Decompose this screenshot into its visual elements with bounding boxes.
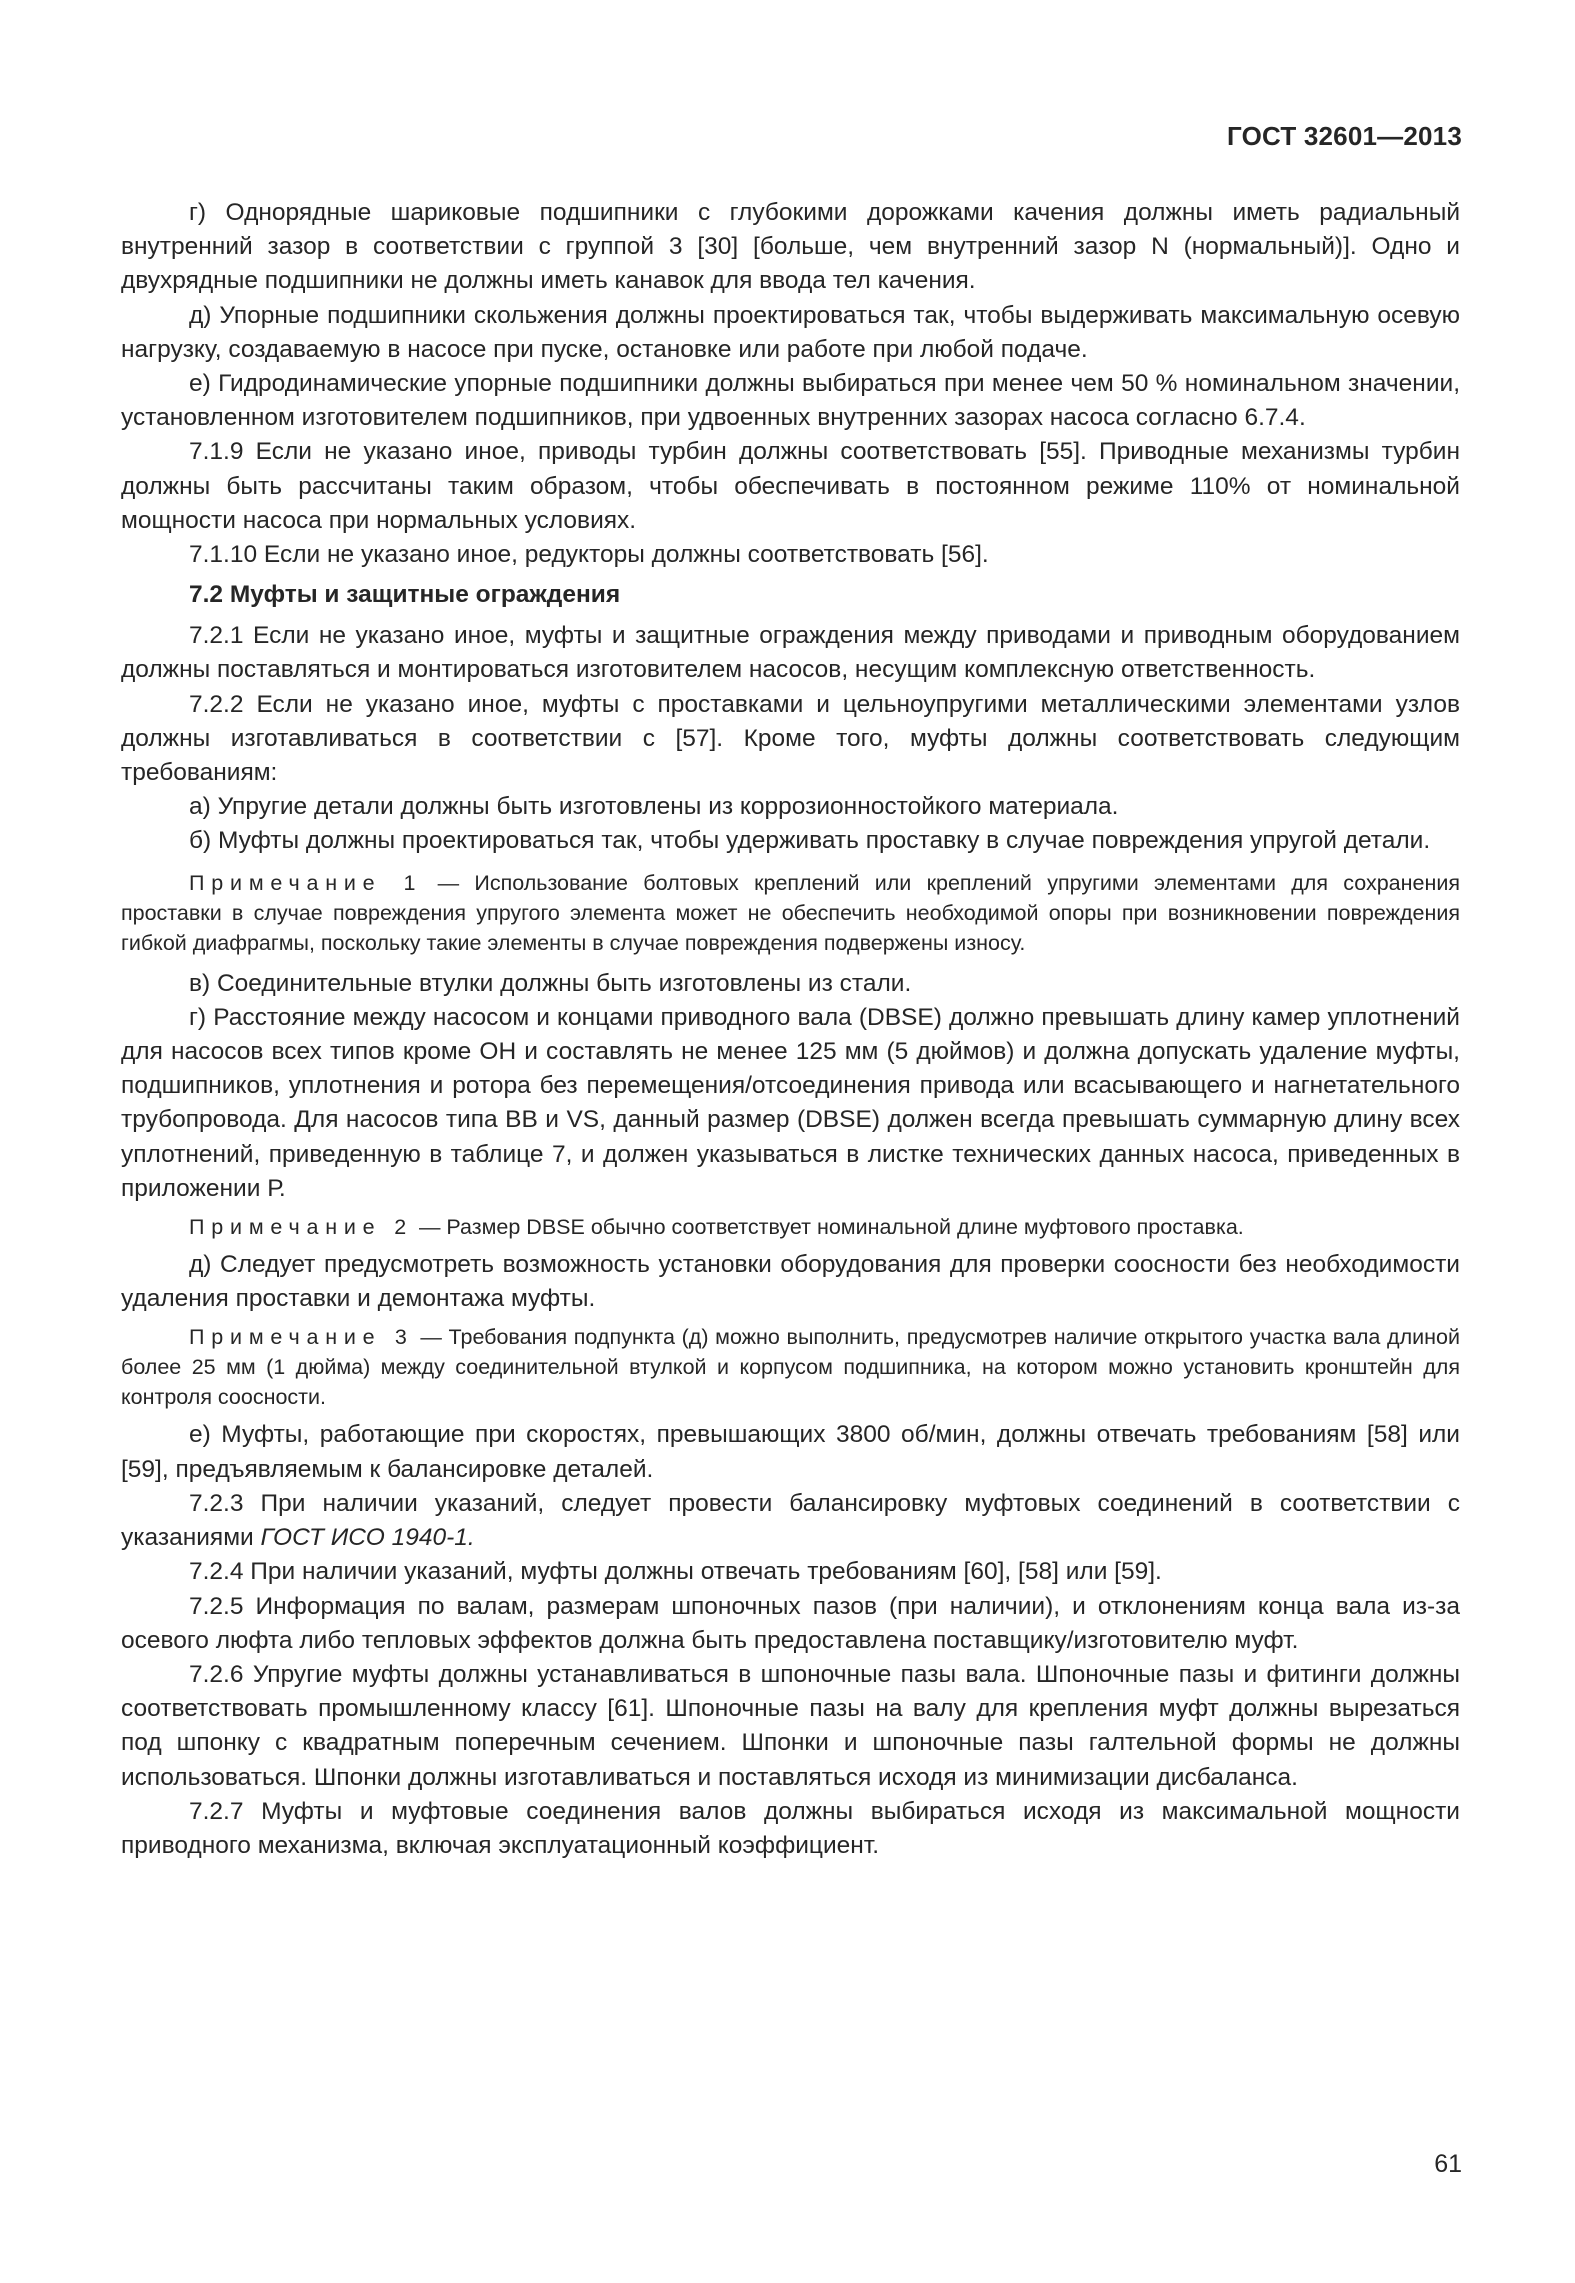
note-2: [121, 1212, 1460, 1242]
paragraph-item-v: в) Соединительные втулки должны быть изготовлены из стали.: [189, 969, 912, 997]
paragraph-item-g-dbse: г) Расстояние между насосом и концами приводного вала (DBSE) должно превышать длину камер уплотнений для насосов всех типов кроме ОН и составлять не менее 125 мм (5 дюймов) и должна допускать удаление муфты, подшипников, уплотнения и ротора без перемещения/отсоединения привода или всасывающего и нагнетательного трубопровода. Для насосов типа ВВ и VS, данный размер (DBSE) должен всегда превышать суммарную длину всех уплотнений, приведенную в таблице 7, и должен указываться в листке технических данных насоса, приведенных в приложении Р.: [121, 1003, 1460, 1202]
paragraph-7-2-7: 7.2.7 Муфты и муфтовые соединения валов должны выбираться исходя из максимальной мощности приводного механизма, включая эксплуатационный коэффициент.: [121, 1797, 1460, 1859]
paragraph-item-a: а) Упругие детали должны быть изготовлены из коррозионностойкого материала.: [189, 793, 1119, 821]
paragraph-7-2-4: 7.2.4 При наличии указаний, муфты должны отвечать требованиям [60], [58] или [59].: [189, 1558, 1162, 1586]
document-body: [121, 196, 1460, 1863]
paragraph-item-d: д) Следует предусмотреть возможность установки оборудования для проверки соосности без необходимости удаления проставки и демонтажа муфты.: [121, 1251, 1460, 1313]
note-2-label: Примечание 2: [189, 1215, 413, 1240]
note-2-text: — Размер DBSE обычно соответствует номинальной длине муфтового проставка.: [412, 1215, 1244, 1240]
note-3: [121, 1322, 1460, 1412]
paragraph-7-1-9: 7.1.9 Если не указано иное, приводы турбин должны соответствовать [55]. Приводные механизмы турбин должны быть рассчитаны таким образом, чтобы обеспечивать в постоянном режиме 110% от номинальной мощности насоса при нормальных условиях.: [121, 438, 1460, 534]
note-1-label: Примечание 1: [189, 870, 423, 895]
paragraph-7-2-2: 7.2.2 Если не указано иное, муфты с проставками и цельноупругими металлическими элементами узлов должны изготавливаться в соответствии с [57]. Кроме того, муфты должны соответствовать следующим требованиям:: [121, 690, 1460, 787]
document-header: ГОСТ 32601—2013: [1227, 121, 1462, 151]
paragraph-bearings-radial-clearance: г) Однорядные шариковые подшипники с глубокими дорожками качения должны иметь радиальный внутренний зазор в соответствии с группой 3 [30] [больше, чем внутренний зазор N (нормальный)]. Одно и двухрядные подшипники не должны иметь канавок для ввода тел качения.: [121, 199, 1460, 295]
paragraph-7-2-3-text: 7.2.3 При наличии указаний, следует провести балансировку муфтовых соединений в соответствии с указаниями: [121, 1489, 1460, 1552]
note-3-text: — Требования подпункта (д) можно выполнить, предусмотрев наличие открытого участка вала длиной более 25 мм (1 дюйма) между соединительной втулкой и корпусом подшипника, на котором можно установить кронштейн для контроля соосности.: [121, 1325, 1460, 1410]
paragraph-7-2-6: 7.2.6 Упругие муфты должны устанавливаться в шпоночные пазы вала. Шпоночные пазы и фитинги должны соответствовать промышленному классу [61]. Шпоночные пазы на валу для крепления муфт должны вырезаться под шпонку с квадратным поперечным сечением. Шпонки и шпоночные пазы галтельной формы не должны использоваться. Шпонки должны изготавливаться и поставляться исходя из минимизации дисбаланса.: [121, 1660, 1460, 1791]
standard-reference: ГОСТ ИСО 1940-1.: [260, 1524, 475, 1552]
note-1-text: — Использование болтовых креплений или креплений упругими элементами для сохранения проставки в случае повреждения упругого элемента может не обеспечить необходимой опоры при возникновении повреждения гибкой диафрагмы, поскольку такие элементы в случае повреждения подвержены износу.: [121, 870, 1460, 955]
note-1: [121, 868, 1460, 958]
paragraph-7-1-10: 7.1.10 Если не указано иное, редукторы должны соответствовать [56].: [189, 541, 989, 569]
paragraph-item-b: б) Муфты должны проектироваться так, чтобы удерживать проставку в случае повреждения упругой детали.: [189, 827, 1431, 855]
note-3-label: Примечание 3: [189, 1325, 414, 1350]
paragraph-7-2-1: 7.2.1 Если не указано иное, муфты и защитные ограждения между приводами и приводным оборудованием должны поставляться и монтироваться изготовителем насосов, несущим комплексную ответственность.: [121, 622, 1460, 684]
paragraph-item-e: е) Муфты, работающие при скоростях, превышающих 3800 об/мин, должны отвечать требованиям [58] или [59], предъявляемым к балансировке деталей.: [121, 1421, 1460, 1483]
paragraph-7-2-5: 7.2.5 Информация по валам, размерам шпоночных пазов (при наличии), и отклонениям конца вала из-за осевого люфта либо тепловых эффектов должна быть предоставлена поставщику/изготовителю муфт.: [121, 1592, 1460, 1654]
page-number: 61: [1434, 2150, 1462, 2178]
paragraph-7-2-3: [121, 1487, 1460, 1555]
section-heading-7-2: 7.2 Муфты и защитные ограждения: [189, 581, 621, 609]
paragraph-hydrodynamic-bearings: е) Гидродинамические упорные подшипники должны выбираться при менее чем 50 % номинальном значении, установленном изготовителем подшипников, при удвоенных внутренних зазорах насоса согласно 6.7.4.: [121, 370, 1460, 432]
paragraph-thrust-bearings: д) Упорные подшипники скольжения должны проектироваться так, чтобы выдерживать максимальную осевую нагрузку, создаваемую в насосе при пуске, остановке или работе при любой подаче.: [121, 301, 1460, 363]
